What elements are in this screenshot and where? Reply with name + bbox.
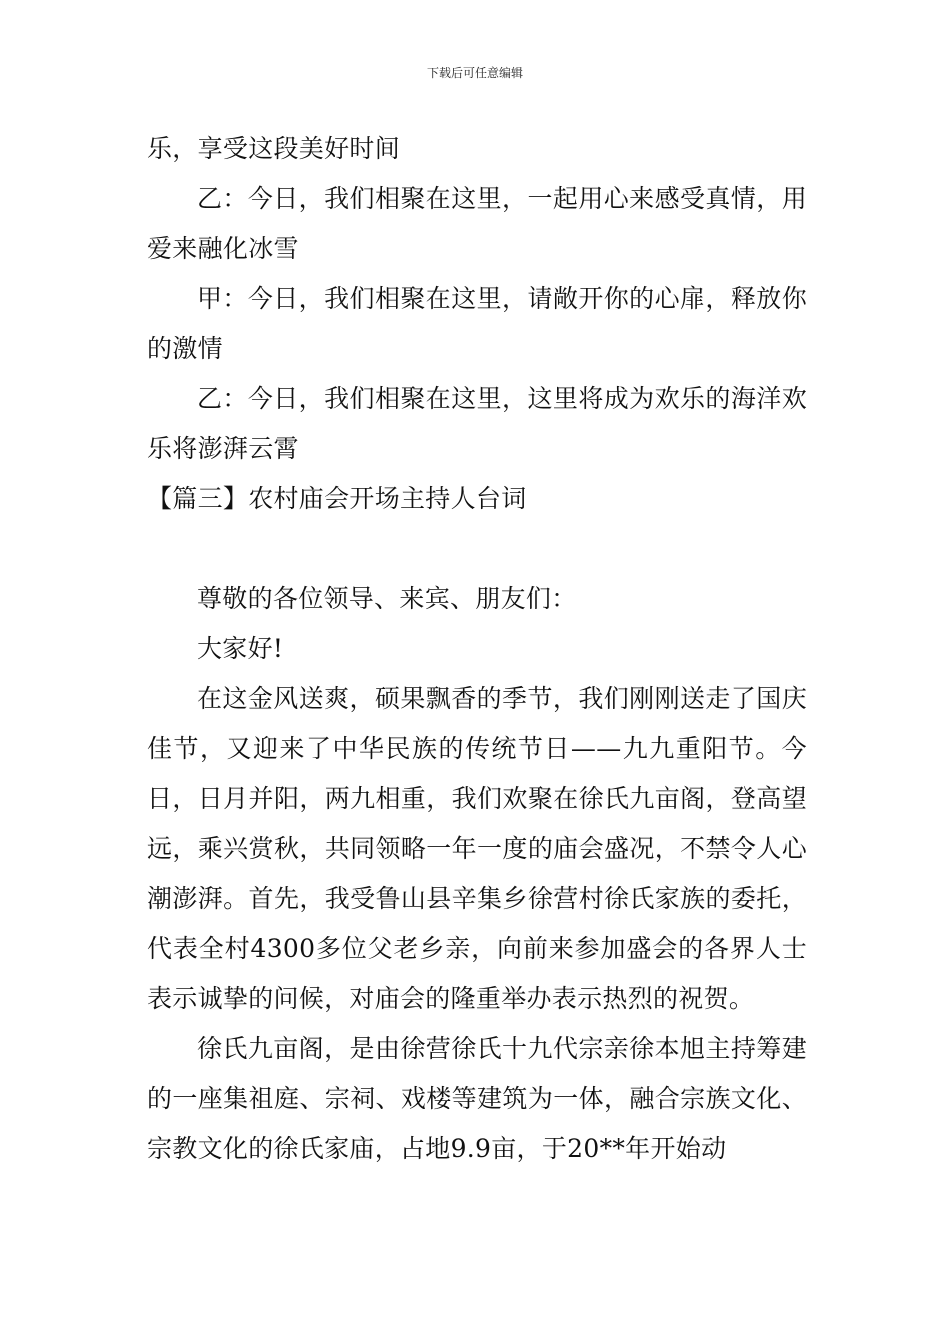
section-spacer xyxy=(147,524,807,574)
document-body xyxy=(147,124,807,1174)
section-title: 【篇三】农村庙会开场主持人台词 xyxy=(147,484,527,513)
paragraph-body: 徐氏九亩阁，是由徐营徐氏十九代宗亲徐本旭主持筹建的一座集祖庭、宗祠、戏楼等建筑为一体，融合宗族文化、宗教文化的徐氏家庙，占地9.9亩，于20**年开始动 xyxy=(147,1034,807,1163)
paragraph-dialogue: 乙：今日，我们相聚在这里，一起用心来感受真情，用爱来融化冰雪 xyxy=(147,184,807,263)
paragraph-salutation: 尊敬的各位领导、来宾、朋友们： xyxy=(197,584,577,613)
paragraph-continuation: 乐，享受这段美好时间 xyxy=(147,134,401,163)
paragraph-greeting: 大家好! xyxy=(197,634,284,663)
paragraph-dialogue: 乙：今日，我们相聚在这里，这里将成为欢乐的海洋欢乐将澎湃云霄 xyxy=(147,384,807,463)
page-header: 下载后可任意编辑 xyxy=(426,66,523,80)
paragraph-dialogue: 甲：今日，我们相聚在这里，请敞开你的心扉，释放你的激情 xyxy=(147,284,807,363)
paragraph-body: 在这金风送爽，硕果飘香的季节，我们刚刚送走了国庆佳节，又迎来了中华民族的传统节日——九九重阳节。今日，日月并阳，两九相重，我们欢聚在徐氏九亩阁，登高望远，乘兴赏秋，共同领略一年一度的庙会盛况，不禁令人心潮澎湃。首先，我受鲁山县辛集乡徐营村徐氏家族的委托，代表全村4300多位父老乡亲，向前来参加盛会的各界人士表示诚挚的问候，对庙会的隆重举办表示热烈的祝贺。 xyxy=(147,684,807,1013)
